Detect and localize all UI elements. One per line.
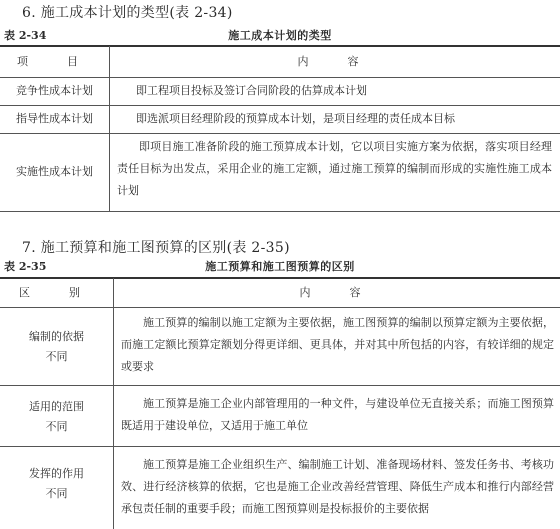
row-item-line: 编制的依据 — [29, 330, 84, 343]
header-content: 内 容 — [299, 286, 375, 299]
table-top-rule — [0, 45, 560, 47]
row-item-line: 不同 — [45, 487, 68, 500]
row-item — [0, 464, 113, 504]
row-divider — [0, 133, 560, 134]
row-item-line: 不同 — [45, 350, 68, 363]
section-title-7: 7. 施工预算和施工图预算的区别(表 2-35) — [22, 240, 290, 256]
row-divider — [0, 77, 560, 78]
section-title-6: 6. 施工成本计划的类型(表 2-34) — [22, 5, 233, 21]
table-top-rule — [0, 277, 560, 279]
row-content: 施工预算是施工企业组织生产、编制施工计划、准备现场材料、签发任务书、考核功效、进行经济核算的依据，它也是施工企业改善经营管理、降低生产成本和推行内部经营承包责任制的重要手段；而施工图预算则是投标报价的主要依据 — [121, 458, 554, 515]
row-content: 即项目施工准备阶段的施工预算成本计划，它以项目实施方案为依据，落实项目经理责任目标为出发点，采用企业的施工定额，通过施工预算的编制而形成的实施性施工成本计划 — [117, 140, 552, 197]
row-item: 实施性成本计划 — [16, 165, 93, 178]
table-name: 施工成本计划的类型 — [228, 29, 332, 42]
header-item: 区 别 — [19, 286, 94, 299]
table-name: 施工预算和施工图预算的区别 — [205, 260, 355, 273]
row-item-line: 适用的范围 — [29, 400, 84, 413]
row-item — [0, 327, 113, 367]
row-content: 施工预算的编制以施工定额为主要依据，施工图预算的编制以预算定额为主要依据，而施工定额比预算定额划分得更详细、更具体，并对其中所包括的内容，有较详细的规定或要求 — [121, 316, 554, 373]
table-caption-2-35 — [0, 258, 560, 276]
row-item: 指导性成本计划 — [16, 112, 93, 125]
row-item: 竞争性成本计划 — [16, 84, 93, 97]
row-divider — [0, 385, 560, 386]
row-content: 即工程项目投标及签订合同阶段的估算成本计划 — [136, 84, 367, 97]
header-item: 项 目 — [17, 55, 92, 68]
row-item — [0, 397, 113, 437]
table-bottom-rule — [0, 211, 560, 212]
row-content: 施工预算是施工企业内部管理用的一种文件，与建设单位无直接关系；而施工图预算既适用于建设单位，又适用于施工单位 — [121, 397, 554, 432]
table-caption-2-34 — [0, 27, 560, 45]
table-number: 表 2-34 — [4, 29, 47, 42]
row-item-line: 发挥的作用 — [29, 467, 84, 480]
row-divider — [0, 307, 560, 308]
row-content: 即选派项目经理阶段的预算成本计划，是项目经理的责任成本目标 — [136, 112, 455, 125]
table-number: 表 2-35 — [4, 260, 47, 273]
row-divider — [0, 446, 560, 447]
row-item-line: 不同 — [45, 420, 68, 433]
row-divider — [0, 105, 560, 106]
header-content: 内 容 — [297, 55, 373, 68]
column-divider — [113, 278, 114, 529]
